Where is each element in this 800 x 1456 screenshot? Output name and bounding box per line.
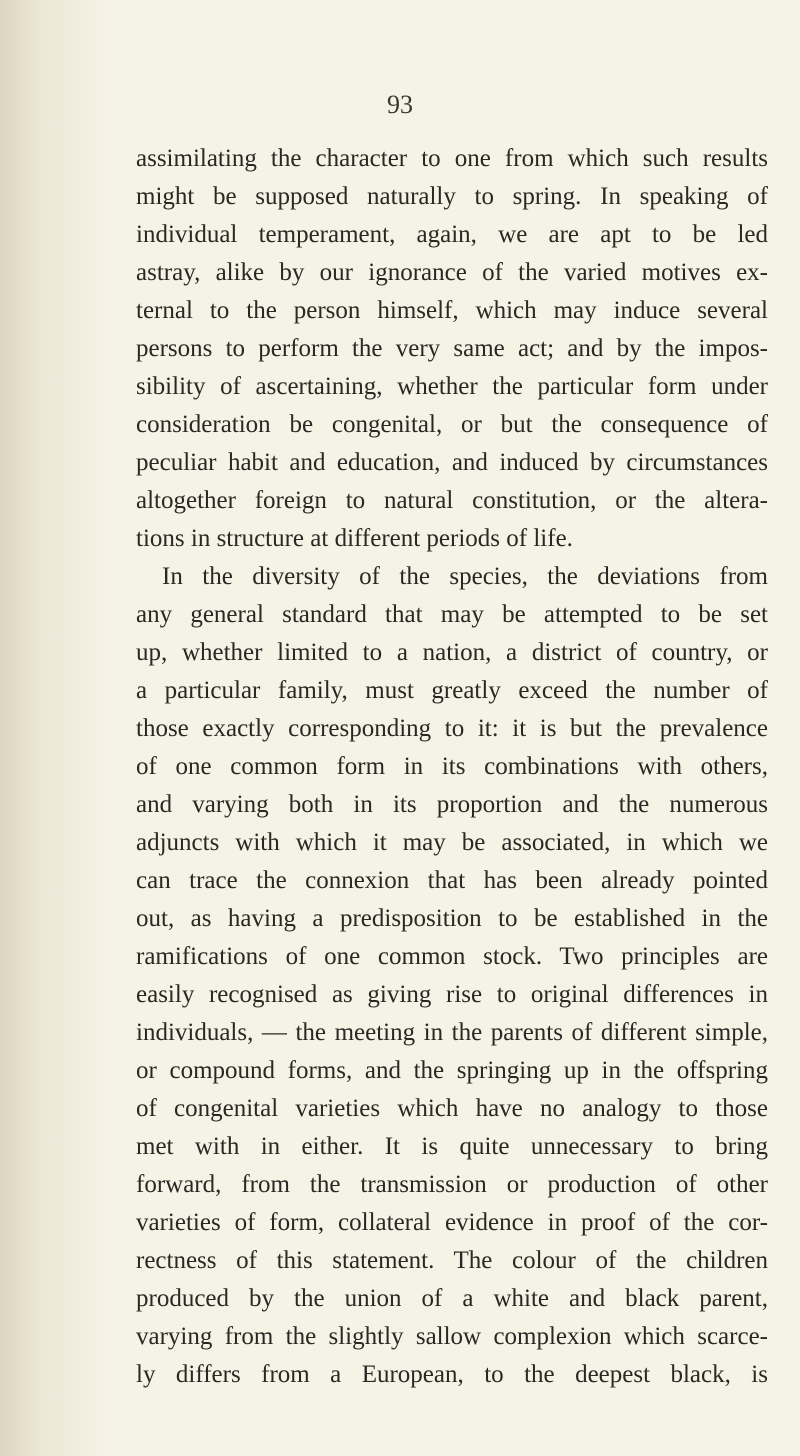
text-line: In the diversity of the species, the deviations from xyxy=(162,563,768,590)
text-line: produced by the union of a white and black parent, xyxy=(136,1285,768,1312)
text-line: those exactly corresponding to it: it is but the prevalence xyxy=(136,715,768,742)
text-line: persons to perform the very same act; and by the impos- xyxy=(136,335,768,362)
text-line: sibility of ascertaining, whether the particular form under xyxy=(136,373,768,400)
text-line: any general standard that may be attempted to be set xyxy=(136,601,768,628)
text-line: individual temperament, again, we are apt to be led xyxy=(136,221,768,248)
text-line: individuals, — the meeting in the parents of different simple, xyxy=(136,1019,768,1046)
text-line: or compound forms, and the springing up in the offspring xyxy=(136,1057,768,1084)
text-line: of congenital varieties which have no analogy to those xyxy=(136,1095,768,1122)
page-number: 93 xyxy=(387,90,413,119)
text-line: ramifications of one common stock. Two principles are xyxy=(136,943,768,970)
text-line: can trace the connexion that has been already pointed xyxy=(136,867,768,894)
text-line: and varying both in its proportion and the numerous xyxy=(136,791,768,818)
text-line: assimilating the character to one from which such results xyxy=(136,145,768,172)
text-line: adjuncts with which it may be associated, in which we xyxy=(136,829,768,856)
text-line: peculiar habit and education, and induced by circumstances xyxy=(136,449,768,476)
text-line: out, as having a predisposition to be established in the xyxy=(136,905,768,932)
text-line: up, whether limited to a nation, a district of country, or xyxy=(136,639,768,666)
text-line: rectness of this statement. The colour of the children xyxy=(136,1247,768,1274)
text-line: forward, from the transmission or production of other xyxy=(136,1171,768,1198)
text-line: ly differs from a European, to the deepest black, is xyxy=(136,1361,768,1388)
text-line: ternal to the person himself, which may induce several xyxy=(136,297,768,324)
text-line: met with in either. It is quite unnecessary to bring xyxy=(136,1133,768,1160)
text-line: varying from the slightly sallow complexion which scarce- xyxy=(136,1323,768,1350)
text-line: varieties of form, collateral evidence in proof of the cor- xyxy=(136,1209,768,1236)
text-line: easily recognised as giving rise to original differences in xyxy=(136,981,768,1008)
body-text xyxy=(136,140,768,1394)
text-line: astray, alike by our ignorance of the varied motives ex- xyxy=(136,259,768,286)
text-line: altogether foreign to natural constitution, or the altera- xyxy=(136,487,768,514)
text-line: tions in structure at different periods of life. xyxy=(136,525,573,552)
text-line: consideration be congenital, or but the consequence of xyxy=(136,411,768,438)
text-line: might be supposed naturally to spring. In speaking of xyxy=(136,183,768,210)
text-line: a particular family, must greatly exceed the number of xyxy=(136,677,768,704)
text-line: of one common form in its combinations with others, xyxy=(136,753,768,780)
